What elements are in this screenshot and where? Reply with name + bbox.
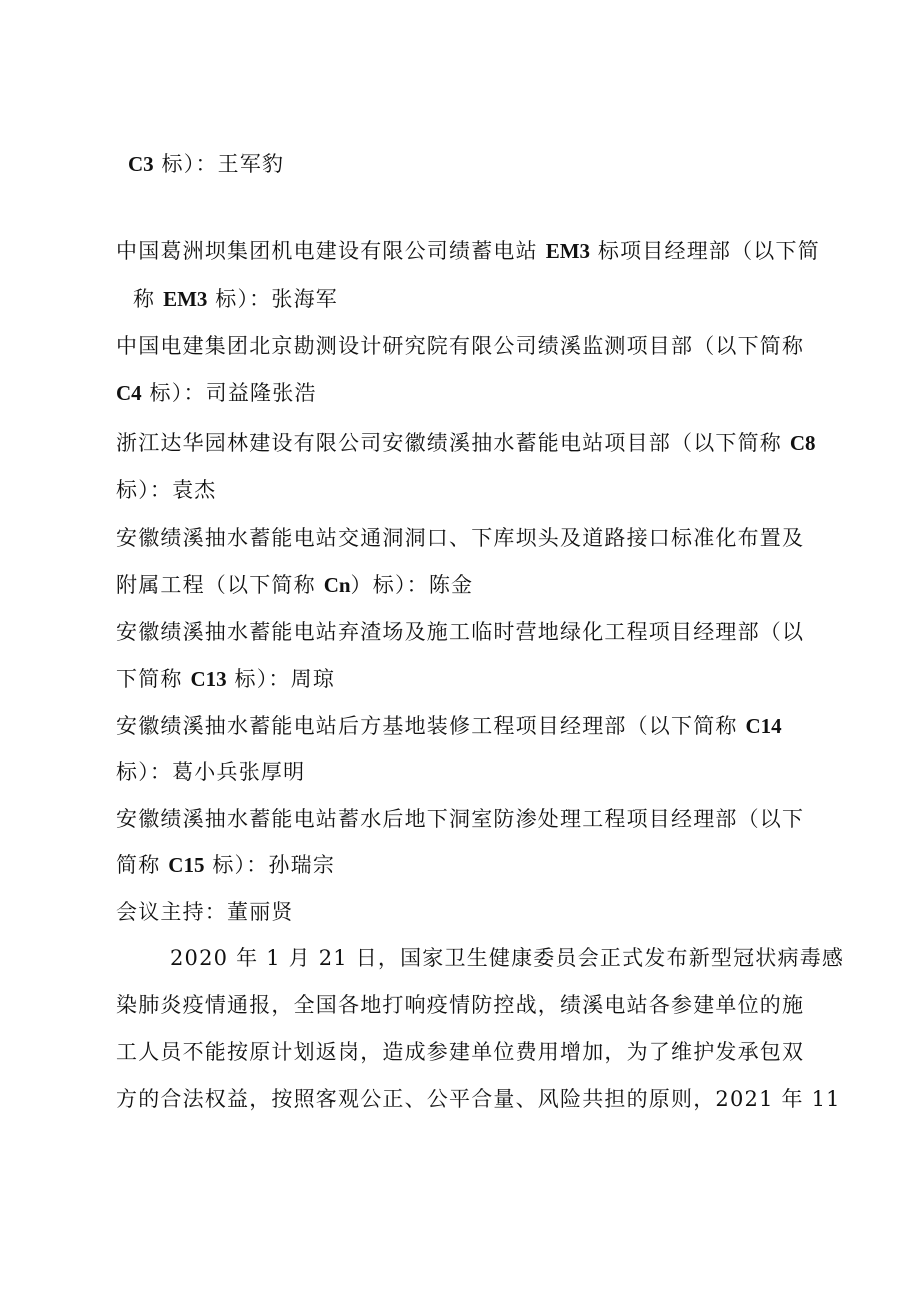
body-paragraph-line: 染肺炎疫情通报，全国各地打响疫情防控战，绩溪电站各参建单位的施 — [116, 993, 805, 1017]
attendee-line: 浙江达华园林建设有限公司安徽绩溪抽水蓄能电站项目部（以下简称 C8 — [116, 431, 816, 455]
attendee-line: C4 标）：司益隆张浩 — [116, 381, 317, 405]
body-paragraph-line: 工人员不能按原计划返岗，造成参建单位费用增加，为了维护发承包双 — [116, 1040, 805, 1064]
attendee-line: C3 标）：王军豹 — [128, 152, 285, 176]
attendee-line: 附属工程（以下简称 Cn）标）：陈金 — [116, 573, 474, 597]
attendee-line: 安徽绩溪抽水蓄能电站交通洞洞口、下库坝头及道路接口标准化布置及 — [116, 526, 805, 550]
attendee-line: 简称 C15 标）：孙瑞宗 — [116, 853, 336, 877]
attendee-line: 中国电建集团北京勘测设计研究院有限公司绩溪监测项目部（以下简称 — [116, 334, 805, 358]
attendee-line: 下简称 C13 标）：周琼 — [116, 667, 336, 691]
attendee-line: 标）：袁杰 — [116, 478, 217, 502]
attendee-line: 安徽绩溪抽水蓄能电站后方基地装修工程项目经理部（以下简称 C14 — [116, 714, 782, 738]
attendee-line: 中国葛洲坝集团机电建设有限公司绩蓄电站 EM3 标项目经理部（以下简 — [116, 239, 820, 263]
body-paragraph-line: 方的合法权益，按照客观公正、公平合量、风险共担的原则，2021 年 11 — [116, 1087, 841, 1111]
attendee-line: 称 EM3 标）：张海军 — [133, 287, 338, 311]
body-paragraph-line: 2020 年 1 月 21 日，国家卫生健康委员会正式发布新型冠状病毒感 — [170, 946, 845, 970]
attendee-line: 标）：葛小兵张厚明 — [116, 760, 306, 784]
meeting-host-line: 会议主持：董丽贤 — [116, 900, 294, 924]
attendee-line: 安徽绩溪抽水蓄能电站蓄水后地下洞室防渗处理工程项目经理部（以下 — [116, 807, 805, 831]
attendee-line: 安徽绩溪抽水蓄能电站弃渣场及施工临时营地绿化工程项目经理部（以 — [116, 620, 805, 644]
